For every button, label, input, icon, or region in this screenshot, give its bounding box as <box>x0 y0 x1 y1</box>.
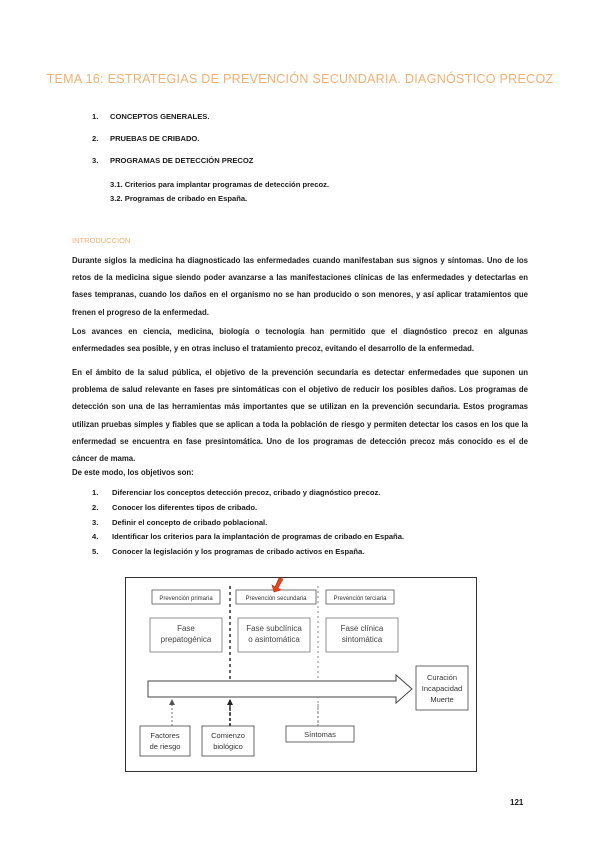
label-prevencion-secundaria: Prevención secundaria <box>245 596 307 602</box>
label-muerte: Muerte <box>430 695 454 704</box>
label-fase-cli-1: Fase clínica <box>340 624 384 633</box>
list-item: 2. Conocer los diferentes tipos de cribado. <box>92 502 258 512</box>
list-item: 3. Definir el concepto de cribado poblacional. <box>92 517 268 527</box>
label-factores-2: de riesgo <box>149 742 181 751</box>
label-fase-sub-2: o asintomática <box>248 635 300 644</box>
objectives-list <box>92 488 404 562</box>
section-title: INTRODUCCIÓN <box>72 236 131 245</box>
toc-item: 3. PROGRAMAS DE DETECCIÓN PRECOZ <box>92 156 254 165</box>
paragraph: Durante siglos la medicina ha diagnosticado las enfermedades cuando manifestaban sus signos y síntomas. Uno de los retos de la medicina sigue siendo poder avanzarse a las manifestaciones clínicas de las enfermedades y detectarlas en fases tempranas, cuando los daños en el organismo no se han producido o son menores, y así aplicar tratamientos que frenen el progreso de la enfermedad. <box>72 256 528 317</box>
subtoc-item: 3.1. Criterios para implantar programas de detección precoz. <box>110 180 330 189</box>
label-fase-pre-2: prepatogénica <box>160 635 212 644</box>
objectives-lead: De este modo, los objetivos son: <box>72 468 194 477</box>
toc-item: 1. CONCEPTOS GENERALES. <box>92 112 210 121</box>
label-incapacidad: Incapacidad <box>421 684 463 693</box>
timeline-arrow <box>148 675 412 703</box>
label-factores-1: Factores <box>150 731 180 740</box>
label-comienzo-2: biológico <box>213 742 243 751</box>
list-item: 5. Conocer la legislación y los programas de cribado activos en España. <box>92 547 365 557</box>
toc-item: 2. PRUEBAS DE CRIBADO. <box>92 134 200 143</box>
label-fase-pre-1: Fase <box>177 624 195 633</box>
page-title: TEMA 16: ESTRATEGIAS DE PREVENCIÓN SECUNDARIA. DIAGNÓSTICO PRECOZ <box>46 72 554 86</box>
table-of-contents <box>92 112 253 178</box>
subtoc-item: 3.2. Programas de cribado en España. <box>110 194 248 203</box>
label-sintomas: Síntomas <box>304 730 336 739</box>
list-item: 1. Diferenciar los conceptos detección precoz, cribado y diagnóstico precoz. <box>92 488 381 497</box>
arrowhead-factores-icon <box>169 699 175 705</box>
paragraph: En el ámbito de la salud pública, el objetivo de la prevención secundaria es detectar enfermedades que suponen un problema de salud relevante en fases pre sintomáticas con el objetivo de reducir los posibles daños. Los programas de detección son una de las herramientas más importantes que se utilizan en la prevención secundaria. Estos programas utilizan pruebas simples y fiables que se aplican a toda la población de riesgo y permiten detectar los casos en los que la enfermedad se encuentra en fase presintomática. Uno de los programas de detección precoz más conocido es el de cáncer de mama. <box>72 368 528 464</box>
label-curacion: Curación <box>426 673 458 682</box>
label-prevencion-terciaria: Prevención terciaria <box>333 596 387 602</box>
label-prevencion-primaria: Prevención primaria <box>159 596 213 602</box>
diagram-svg <box>126 578 476 771</box>
page-number: 121 <box>510 798 524 807</box>
label-fase-cli-2: sintomática <box>341 635 383 644</box>
pointer-arrow-icon <box>272 578 283 592</box>
label-comienzo-1: Comienzo <box>211 731 245 740</box>
paragraph: Los avances en ciencia, medicina, biología o tecnología han permitido que el diagnóstico precoz en algunas enfermedades sea posible, y en otras incluso el tratamiento precoz, evitando el desarrollo de la enfermedad. <box>72 327 528 354</box>
list-item: 4. Identificar los criterios para la implantación de programas de cribado en España. <box>92 532 405 542</box>
label-fase-sub-1: Fase subclínica <box>246 624 302 633</box>
arrowhead-comienzo-icon <box>227 699 233 705</box>
prevention-diagram <box>125 577 477 772</box>
